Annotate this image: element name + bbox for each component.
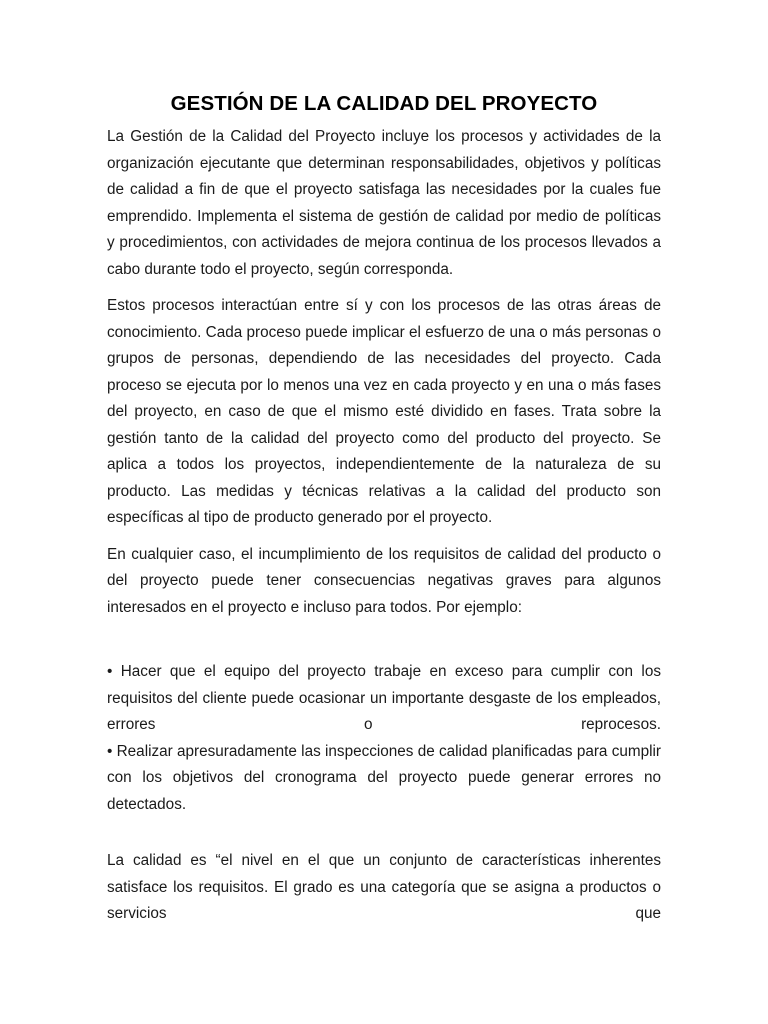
spacer <box>107 818 661 848</box>
bullet-item-overwork: • Hacer que el equipo del proyecto trabaje en exceso para cumplir con los requisitos del cliente puede ocasionar un importante desgaste de los empleados, errores o reprocesos. <box>107 663 661 733</box>
document-title: GESTIÓN DE LA CALIDAD DEL PROYECTO <box>170 92 598 115</box>
spacer <box>107 631 661 659</box>
paragraph-processes: Estos procesos interactúan entre sí y con los procesos de las otras áreas de conocimiento. Cada proceso puede implicar el esfuerzo de una o más personas o grupos de personas, dependiendo de las necesidades del proyecto. Cada proceso se ejecuta por lo menos una vez en cada proyecto y en una o más fases del proyecto, en caso de que el mismo esté dividido en fases. Trata sobre la gestión tanto de la calidad del proyecto como del producto del proyecto. Se aplica a todos los proyectos, independientemente de la naturaleza de su producto. Las medidas y técnicas relativas a la calidad del producto son específicas al tipo de producto generado por el proyecto. <box>107 297 661 526</box>
paragraph-consequences: En cualquier caso, el incumplimiento de los requisitos de calidad del producto o del proyecto puede tener consecuencias negativas graves para algunos interesados en el proyecto e incluso para todos. Por ejemplo: <box>107 545 661 616</box>
bullet-item-rushed-inspections: • Realizar apresuradamente las inspecciones de calidad planificadas para cumplir con los objetivos del cronograma del proyecto puede generar errores no detectados. <box>107 742 661 813</box>
document-page <box>107 90 661 938</box>
paragraph-intro: La Gestión de la Calidad del Proyecto incluye los procesos y actividades de la organización ejecutante que determinan responsabilidades, objetivos y políticas de calidad a fin de que el proyecto satisfaga las necesidades por la cuales fue emprendido. Implementa el sistema de gestión de calidad por medio de políticas y procedimientos, con actividades de mejora continua de los procesos llevados a cabo durante todo el proyecto, según corresponda. <box>107 128 661 278</box>
paragraph-quality-definition: La calidad es “el nivel en el que un conjunto de características inherentes satisface los requisitos. El grado es una categoría que se asigna a productos o servicios que <box>107 852 661 922</box>
